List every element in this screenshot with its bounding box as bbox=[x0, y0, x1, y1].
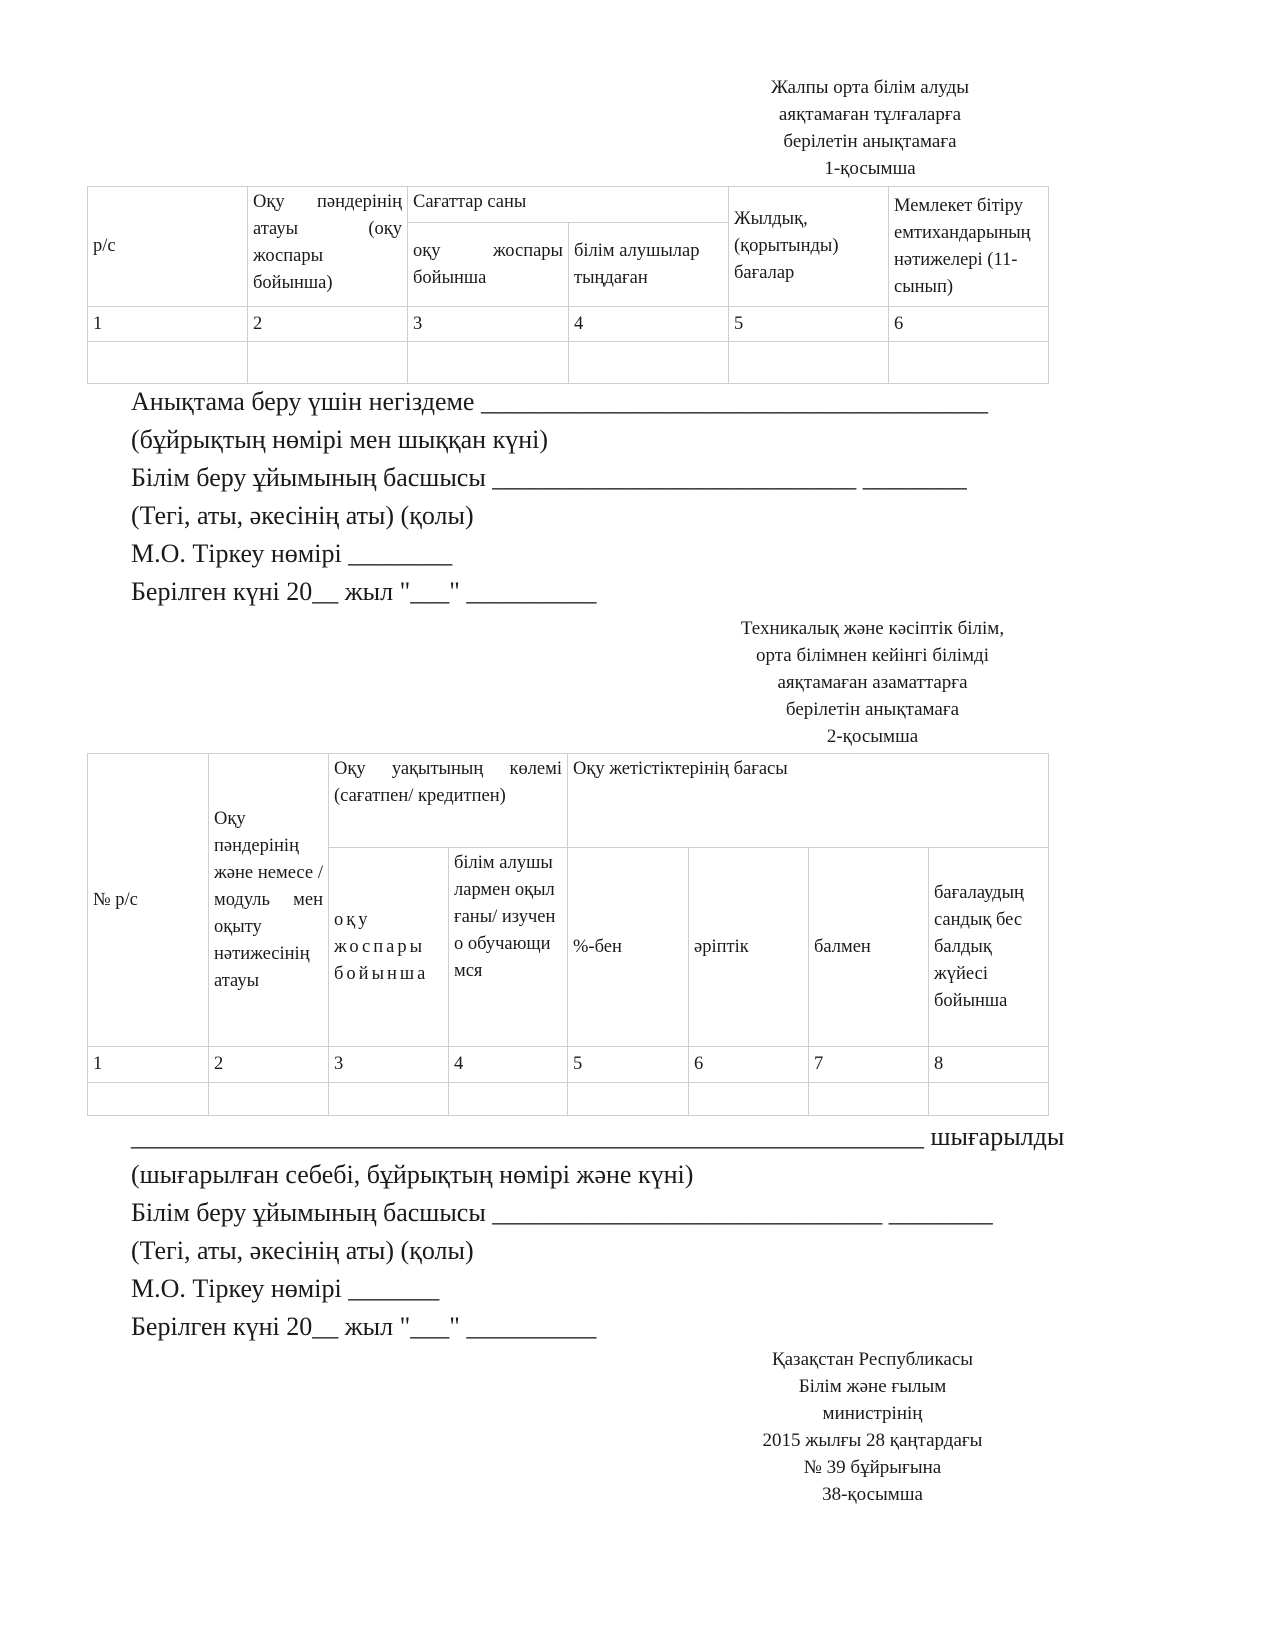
empty-data-rows bbox=[88, 342, 1049, 384]
empty-cell bbox=[88, 342, 248, 384]
registration-number-line: М.О. Тіркеу нөмірі _______ bbox=[131, 1274, 440, 1303]
header-row bbox=[88, 187, 1049, 223]
appendix-2-footer bbox=[131, 1118, 1064, 1346]
header-cell-subject: Оқу пәндерінің атауы (оқу жоспары бойынша) bbox=[248, 187, 408, 307]
caption-line: № 39 бұйрығына bbox=[803, 1457, 942, 1478]
caption-line: министрінің bbox=[822, 1403, 923, 1424]
empty-data-rows bbox=[88, 1083, 1049, 1116]
empty-cell bbox=[929, 1083, 1049, 1116]
header-cell-studied: білім алушылармен оқылғаны/ изучено обучающимся bbox=[449, 848, 568, 1047]
caption-line: Білім және ғылым bbox=[798, 1376, 947, 1397]
caption-line: орта білімнен кейінгі білімді bbox=[755, 645, 990, 666]
caption-line: 38-қосымша bbox=[822, 1484, 923, 1505]
header-cell-by-plan: оқу жоспары бойынша bbox=[329, 848, 449, 1047]
head-signature-line: Білім беру ұйымының басшысы ____________________________ ________ bbox=[131, 463, 967, 492]
appendix-2-table bbox=[87, 753, 1049, 1116]
number-cell: 3 bbox=[329, 1047, 449, 1083]
number-cell: 6 bbox=[889, 307, 1049, 342]
caption-line: Жалпы орта білім алуды bbox=[770, 77, 970, 98]
caption-line: берілетін анықтамаға bbox=[783, 131, 957, 152]
header-cell-by-plan: оқу жоспары бойынша bbox=[408, 223, 569, 307]
appendix-2-caption bbox=[705, 615, 1040, 750]
empty-cell bbox=[209, 1083, 329, 1116]
header-cell-letter: әріптік bbox=[689, 848, 809, 1047]
empty-cell bbox=[568, 1083, 689, 1116]
basis-line: Анықтама беру үшін негіздеме _______________________________________ bbox=[131, 387, 988, 416]
name-signature-note: (Тегі, аты, әкесінің аты) (қолы) bbox=[131, 1236, 474, 1265]
appendix-1-table bbox=[87, 186, 1049, 384]
header-cell-volume-group: Оқу уақытының көлемі (сағатпен/ кредитпен) bbox=[329, 754, 568, 848]
header-cell-exam-results: Мемлекет бітіру емтихандарының нәтижелері (11-сынып) bbox=[889, 187, 1049, 307]
caption-line: Техникалық және кәсіптік білім, bbox=[740, 618, 1005, 639]
number-cell: 6 bbox=[689, 1047, 809, 1083]
header-cell-points: балмен bbox=[809, 848, 929, 1047]
empty-cell bbox=[889, 342, 1049, 384]
order-note: (бұйрықтың нөмірі мен шыққан күні) bbox=[131, 425, 549, 454]
header-row bbox=[88, 754, 1049, 848]
header-cell-subject-module: Оқу пәндерінің және немесе /модуль мен оқыту нәтижесінің атауы bbox=[209, 754, 329, 1047]
number-cell: 7 bbox=[809, 1047, 929, 1083]
empty-cell bbox=[569, 342, 729, 384]
number-cell: 4 bbox=[569, 307, 729, 342]
caption-line: аяқтамаған тұлғаларға bbox=[778, 104, 962, 125]
caption-line: 2015 жылғы 28 қаңтардағы bbox=[762, 1430, 983, 1451]
empty-cell bbox=[729, 342, 889, 384]
empty-cell bbox=[689, 1083, 809, 1116]
empty-cell bbox=[248, 342, 408, 384]
number-cell: 8 bbox=[929, 1047, 1049, 1083]
expulsion-reason-note: (шығарылған себебі, бұйрықтың нөмірі және күні) bbox=[131, 1160, 694, 1189]
caption-line: Қазақстан Республикасы bbox=[771, 1349, 974, 1370]
expelled-line: _____________________________________________________________ шығарылды bbox=[131, 1122, 1065, 1151]
header-cell-five-point: бағалаудың сандық бес балдық жүйесі бойынша bbox=[929, 848, 1049, 1047]
appendix-1-footer bbox=[131, 383, 988, 611]
number-cell: 1 bbox=[88, 307, 248, 342]
issue-date-line: Берілген күні 20__ жыл "___" __________ bbox=[131, 1312, 597, 1341]
head-signature-line: Білім беру ұйымының басшысы ______________________________ ________ bbox=[131, 1198, 993, 1227]
appendix-1-caption bbox=[740, 74, 1000, 182]
name-signature-note: (Тегі, аты, әкесінің аты) (қолы) bbox=[131, 501, 474, 530]
issue-date-line: Берілген күні 20__ жыл "___" __________ bbox=[131, 577, 597, 606]
appendix-38-caption bbox=[735, 1346, 1010, 1508]
number-cell: 2 bbox=[209, 1047, 329, 1083]
caption-line: 1-қосымша bbox=[824, 158, 916, 179]
caption-line: аяқтамаған азаматтарға bbox=[777, 672, 968, 693]
header-cell-percent: %-бен bbox=[568, 848, 689, 1047]
header-cell-hours-group: Сағаттар саны bbox=[408, 187, 729, 223]
empty-cell bbox=[329, 1083, 449, 1116]
number-cell: 5 bbox=[729, 307, 889, 342]
number-cell: 1 bbox=[88, 1047, 209, 1083]
header-cell-no-rs: № р/с bbox=[88, 754, 209, 1047]
header-cell-attended: білім алушылар тыңдаған bbox=[569, 223, 729, 307]
empty-cell bbox=[88, 1083, 209, 1116]
header-cell-rs: р/с bbox=[88, 187, 248, 307]
empty-cell bbox=[408, 342, 569, 384]
empty-cell bbox=[809, 1083, 929, 1116]
empty-cell bbox=[449, 1083, 568, 1116]
number-row bbox=[88, 307, 1049, 342]
header-cell-annual-grades: Жылдық, (қорытынды) бағалар bbox=[729, 187, 889, 307]
header-cell-grades-group: Оқу жетістіктерінің бағасы bbox=[568, 754, 1049, 848]
number-cell: 4 bbox=[449, 1047, 568, 1083]
number-row bbox=[88, 1047, 1049, 1083]
number-cell: 3 bbox=[408, 307, 569, 342]
caption-line: 2-қосымша bbox=[826, 726, 919, 747]
number-cell: 2 bbox=[248, 307, 408, 342]
registration-number-line: М.О. Тіркеу нөмірі ________ bbox=[131, 539, 453, 568]
number-cell: 5 bbox=[568, 1047, 689, 1083]
caption-line: берілетін анықтамаға bbox=[785, 699, 960, 720]
